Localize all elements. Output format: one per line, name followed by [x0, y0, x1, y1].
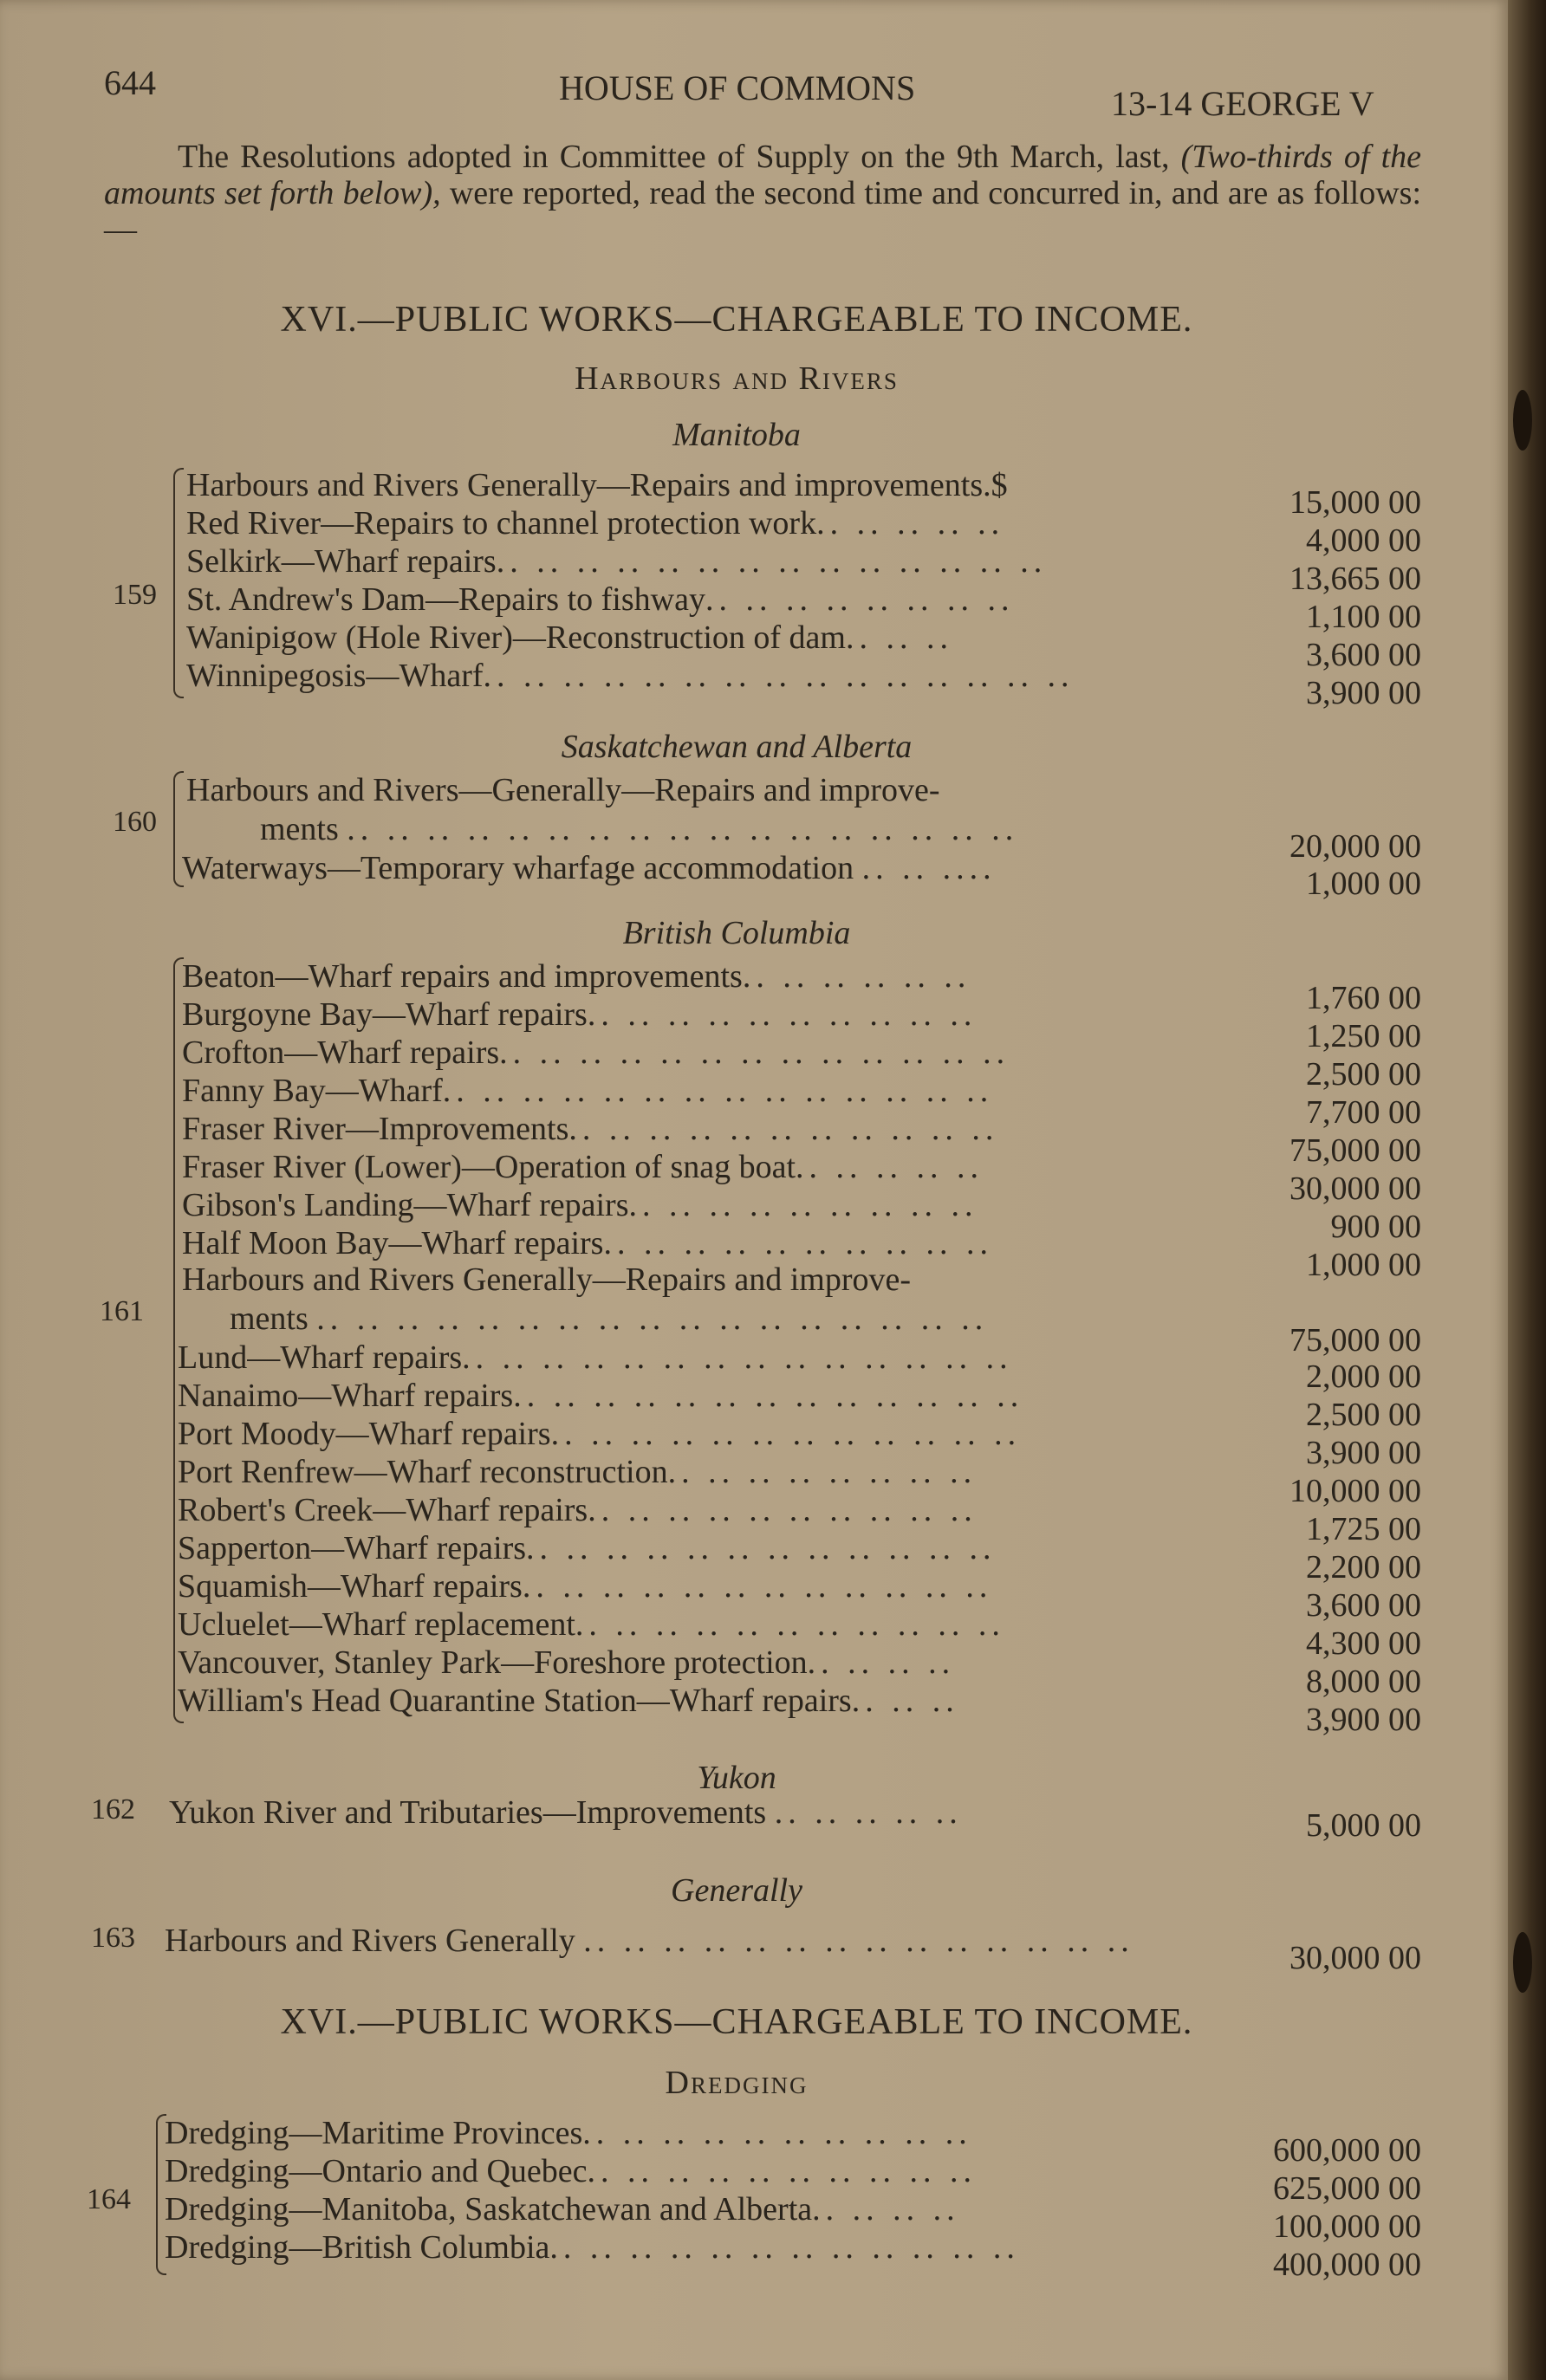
leader-dots: .. .. .. .. .. .. .. .. .. .. .. — [575, 1606, 1005, 1643]
leader-dots: .. .. .... — [861, 850, 997, 886]
bc-item-text: Lund—Wharf repairs — [178, 1339, 463, 1376]
binding-clip-bottom — [1513, 1932, 1532, 1993]
bc-item — [182, 1110, 1196, 1148]
leader-dots: .. .. .. .. .. .. .. .. .. .. — [588, 1492, 978, 1528]
sask-item-1-line-1: Harbours and Rivers—Generally—Repairs and improve- — [186, 772, 940, 808]
yukon-item — [169, 1793, 1183, 1832]
manitoba-item-text: Red River—Repairs to channel protection work — [186, 505, 817, 541]
vote-number-164: 164 — [87, 2183, 131, 2215]
bc-item-text: Fraser River (Lower)—Operation of snag boat — [182, 1149, 796, 1185]
bc-item-amount: 3,900 00 — [1306, 1435, 1421, 1471]
leader-dots: .. .. .. .. .. .. .. .. .. .. .. .. .. — [499, 1034, 1010, 1071]
bc-item-text: Fanny Bay—Wharf — [182, 1073, 443, 1109]
bc-item-amount: 75,000 00 — [1289, 1132, 1421, 1169]
manitoba-item-text: St. Andrew's Dam—Repairs to fishway — [186, 581, 705, 618]
dredging-item-amount: 600,000 00 — [1273, 2132, 1421, 2169]
section-title-1: XVI.—PUBLIC WORKS—CHARGEABLE TO INCOME. — [280, 300, 1193, 340]
leader-dots: .. .. .. .. .. .. .. .. .. .. .. .. .. .. .. .. .. — [316, 1300, 989, 1337]
manitoba-item-amount: 13,665 00 — [1289, 561, 1421, 597]
leader-dots: .. .. .. .. — [807, 1644, 956, 1681]
region-manitoba: Manitoba — [672, 417, 801, 453]
sask-item-2-amount: 1,000 00 — [1306, 866, 1421, 902]
manitoba-item-amount: 3,900 00 — [1306, 675, 1421, 711]
manitoba-item-text: Winnipegosis—Wharf — [186, 658, 484, 694]
manitoba-item — [186, 657, 1200, 695]
bc-item — [178, 1415, 1192, 1453]
manitoba-item-amount: 3,600 00 — [1306, 637, 1421, 673]
generally-item — [165, 1922, 1179, 1960]
binding-clip-top — [1513, 390, 1532, 451]
leader-dots: .. .. .. .. .. .. .. .. .. .. .. .. .. .. — [462, 1339, 1013, 1376]
leader-dots: .. .. .. .. .. .. .. .. .. .. .. .. .. .. — [496, 543, 1048, 580]
bc-item-text: Crofton—Wharf repairs — [182, 1034, 500, 1071]
leader-dots: .. .. .. .. .. .. .. .. .. .. .. .. .. — [513, 1378, 1024, 1414]
leader-dots: .. .. .. — [851, 1683, 959, 1719]
bc-item-text: Squamish—Wharf repairs — [178, 1568, 523, 1605]
leader-dots: .. .. .. .. .. .. .. .. .. .. .. .. .. .. — [583, 1923, 1134, 1959]
bc-item-text: Nanaimo—Wharf repairs — [178, 1378, 514, 1414]
bc-item-text: Gibson's Landing—Wharf repairs — [182, 1187, 629, 1223]
bc-item — [178, 1567, 1192, 1605]
bc-item-text: Vancouver, Stanley Park—Foreshore protection — [178, 1644, 808, 1681]
bc-item-amount: 30,000 00 — [1289, 1171, 1421, 1207]
leader-dots: .. .. .. .. .. .. .. .. .. .. .. .. .. .. .. — [483, 658, 1075, 694]
vote-number-161: 161 — [100, 1295, 144, 1327]
bc-item-amount: 2,000 00 — [1306, 1359, 1421, 1395]
leader-dots: .. .. .. .. .. .. .. .. .. .. .. .. — [549, 2229, 1020, 2266]
vote-number-159: 159 — [113, 579, 157, 611]
bc-item-text: Sapperton—Wharf repairs — [178, 1530, 527, 1566]
bc-item-amount: 2,500 00 — [1306, 1397, 1421, 1433]
bc-item-amount: 900 00 — [1330, 1209, 1421, 1245]
page-header-title: HOUSE OF COMMONS — [559, 68, 916, 107]
bc-item-text: Fraser River—Improvements — [182, 1111, 569, 1147]
manitoba-item-text: Selkirk—Wharf repairs — [186, 543, 497, 580]
bc-item-text: Robert's Creek—Wharf repairs — [178, 1492, 588, 1528]
region-yukon: Yukon — [697, 1760, 776, 1796]
bc-item-amount: 4,300 00 — [1306, 1625, 1421, 1662]
sask-item-2-text: Waterways—Temporary wharfage accommodation — [182, 850, 854, 886]
bc-item — [182, 957, 1196, 995]
leader-dots: .. .. .. .. .. — [816, 505, 1005, 541]
dredging-item — [165, 2190, 1179, 2228]
leader-dots: .. .. .. .. .. — [796, 1149, 984, 1185]
section-subtitle-harbours: Harbours and Rivers — [575, 360, 899, 397]
bc-item-amount: 1,725 00 — [1306, 1511, 1421, 1547]
bc-item — [178, 1605, 1192, 1644]
dredging-item-amount: 100,000 00 — [1273, 2208, 1421, 2245]
leader-dots: .. .. .. .. .. .. .. .. .. .. — [603, 1225, 993, 1261]
bc-item-amount: 10,000 00 — [1289, 1473, 1421, 1509]
dredging-item-amount: 400,000 00 — [1273, 2247, 1421, 2283]
bc-item — [178, 1491, 1192, 1529]
bc-item — [178, 1453, 1192, 1491]
intro-text-2: were reported, read the second time and concurred in, and are as follows:— — [104, 175, 1422, 248]
manitoba-item — [186, 466, 1200, 504]
bc-item — [182, 1224, 1196, 1262]
bc-item-amount: 1,000 00 — [1306, 1247, 1421, 1283]
leader-dots: .. .. .. .. .. .. .. .. .. .. .. .. — [526, 1530, 997, 1566]
bc-item — [178, 1377, 1192, 1415]
intro-paragraph — [104, 139, 1421, 248]
vote-number-160: 160 — [113, 806, 157, 838]
manitoba-item — [186, 619, 1200, 657]
dredging-item-text: Dredging—Manitoba, Saskatchewan and Alberta — [165, 2191, 813, 2228]
dredging-item — [165, 2228, 1179, 2267]
dredging-item — [165, 2152, 1179, 2190]
bc-item-amount: 2,500 00 — [1306, 1056, 1421, 1093]
bc-item — [182, 995, 1196, 1034]
leader-dots: .. .. .. .. .. .. .. .. .. .. .. .. — [522, 1568, 993, 1605]
page-number: 644 — [104, 63, 156, 102]
leader-dots: .. .. .. .. .. .. .. .. .. .. .. — [568, 1111, 999, 1147]
leader-dots: .. .. .. .. — [812, 2191, 960, 2228]
region-generally: Generally — [671, 1872, 802, 1909]
bc-item — [182, 1034, 1196, 1072]
sask-item-2 — [182, 849, 1196, 887]
bc-item — [178, 1644, 1192, 1682]
vote-number-163: 163 — [91, 1922, 135, 1954]
leader-dots: .. .. .. — [845, 619, 953, 656]
dredging-item-text: Dredging—Ontario and Quebec — [165, 2153, 588, 2189]
leader-dots: .. .. .. .. .. .. .. .. .. .. .. .. — [550, 1416, 1022, 1452]
manitoba-item — [186, 504, 1200, 542]
manitoba-item-text: Harbours and Rivers Generally—Repairs and improvements.$ — [186, 467, 1008, 503]
section-subtitle-dredging: Dredging — [665, 2065, 809, 2101]
manitoba-item-amount: 15,000 00 — [1289, 484, 1421, 521]
bc-item-amount: 2,200 00 — [1306, 1549, 1421, 1586]
generally-amount: 30,000 00 — [1289, 1940, 1421, 1976]
section-title-2: XVI.—PUBLIC WORKS—CHARGEABLE TO INCOME. — [280, 2002, 1193, 2042]
dredging-item-amount: 625,000 00 — [1273, 2170, 1421, 2207]
sask-item-1-line-2 — [182, 810, 1196, 848]
leader-dots: .. .. .. .. .. .. .. .. — [667, 1454, 978, 1490]
bc-item-amount: 1,760 00 — [1306, 980, 1421, 1016]
bc-item — [182, 1186, 1196, 1224]
bc-harbours-line-2 — [182, 1300, 1196, 1338]
bc-item-amount: 3,600 00 — [1306, 1587, 1421, 1624]
manitoba-item-text: Wanipigow (Hole River)—Reconstruction of dam — [186, 619, 846, 656]
bc-item-text: Beaton—Wharf repairs and improvements — [182, 958, 743, 995]
leader-dots: .. .. .. .. .. .. .. .. .. .. — [587, 2153, 978, 2189]
sask-item-1-text: ments — [260, 811, 339, 847]
bc-harbours-line-1: Harbours and Rivers Generally—Repairs and improve- — [182, 1261, 912, 1298]
bc-item-amount: 7,700 00 — [1306, 1094, 1421, 1131]
bc-item-text: Port Moody—Wharf repairs — [178, 1416, 551, 1452]
vote-number-162: 162 — [91, 1793, 135, 1826]
region-saskatchewan-alberta: Saskatchewan and Alberta — [561, 729, 913, 765]
bc-item-amount: 3,900 00 — [1306, 1702, 1421, 1738]
bc-item — [178, 1682, 1192, 1720]
manitoba-item — [186, 580, 1200, 619]
leader-dots: .. .. .. .. .. .. .. .. .. .. .. .. .. .. .. .. .. — [347, 811, 1019, 847]
bc-item — [178, 1529, 1192, 1567]
bc-item-amount: 1,250 00 — [1306, 1018, 1421, 1054]
book-spine — [1508, 0, 1546, 2380]
bc-harbours-text: ments — [230, 1300, 309, 1337]
leader-dots: .. .. .. .. .. .. .. .. .. .. — [587, 996, 978, 1033]
manitoba-item-amount: 1,100 00 — [1306, 599, 1421, 635]
bc-item-text: William's Head Quarantine Station—Wharf repairs — [178, 1683, 852, 1719]
bc-item — [182, 1072, 1196, 1110]
intro-text-1: The Resolutions adopted in Committee of Supply on the 9th March, last, — [178, 139, 1170, 175]
dredging-item — [165, 2114, 1179, 2152]
bc-item-text: Burgoyne Bay—Wharf repairs — [182, 996, 588, 1033]
leader-dots: .. .. .. .. .. .. .. .. .. — [628, 1187, 978, 1223]
dredging-item-text: Dredging—British Columbia — [165, 2229, 550, 2266]
vote-brace-159 — [173, 468, 184, 698]
bc-item — [178, 1339, 1192, 1377]
bc-item-text: Half Moon Bay—Wharf repairs — [182, 1225, 604, 1261]
sask-item-1-amount: 20,000 00 — [1289, 828, 1421, 865]
region-british-columbia: British Columbia — [622, 915, 851, 951]
intro-italic: (Two-thirds of the amounts set forth below), — [104, 139, 1422, 211]
manitoba-item-amount: 4,000 00 — [1306, 522, 1421, 559]
bc-item-text: Ucluelet—Wharf replacement — [178, 1606, 575, 1643]
leader-dots: .. .. .. .. .. .. .. .. .. .. — [582, 2115, 972, 2151]
leader-dots: .. .. .. .. .. — [774, 1794, 963, 1831]
yukon-item-text: Yukon River and Tributaries—Improvements — [169, 1794, 767, 1831]
page-header-session: 13-14 GEORGE V — [1111, 84, 1374, 123]
bc-item-text: Port Renfrew—Wharf reconstruction — [178, 1454, 668, 1490]
manitoba-item — [186, 542, 1200, 580]
leader-dots: .. .. .. .. .. .. .. .. — [705, 581, 1015, 618]
bc-item-amount: 8,000 00 — [1306, 1663, 1421, 1700]
leader-dots: .. .. .. .. .. .. — [742, 958, 971, 995]
yukon-amount: 5,000 00 — [1306, 1807, 1421, 1844]
dredging-item-text: Dredging—Maritime Provinces — [165, 2115, 583, 2151]
leader-dots: .. .. .. .. .. .. .. .. .. .. .. .. .. .. — [442, 1073, 994, 1109]
generally-item-text: Harbours and Rivers Generally — [165, 1923, 575, 1959]
bc-harbours-amount: 75,000 00 — [1289, 1322, 1421, 1359]
bc-item — [182, 1148, 1196, 1186]
